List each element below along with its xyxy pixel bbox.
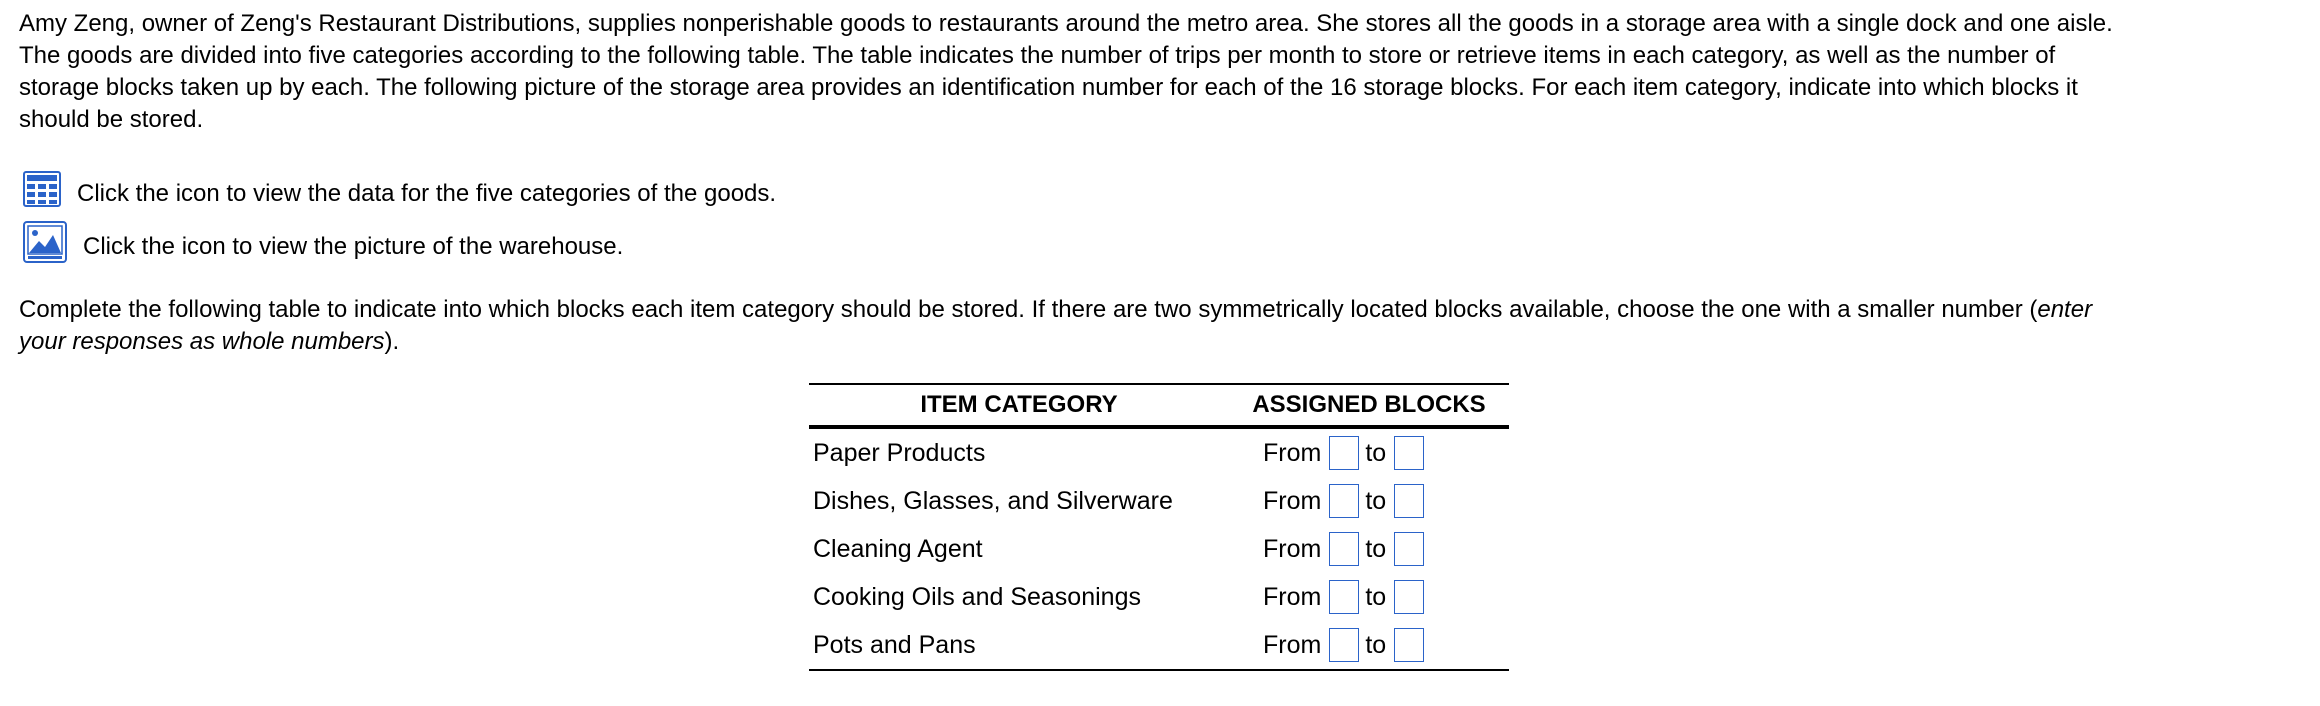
item-category-cell: Cooking Oils and Seasonings [813,582,1141,611]
block-range [1229,484,1509,518]
assignment-table [809,383,1509,671]
table-header-row [809,384,1509,427]
to-block-input[interactable] [1394,436,1424,470]
to-block-input[interactable] [1394,484,1424,518]
instructions [19,294,2309,358]
picture-icon[interactable] [23,221,67,272]
from-block-input[interactable] [1329,580,1359,614]
table-row [809,525,1509,573]
data-link-text: Click the icon to view the data for the five categories of the goods. [77,179,777,207]
intro-line-2: The goods are divided into five categories according to the following table. The table indicates the number of trips per month to store or retrieve items in each category, as well as the number of [19,42,2056,69]
instructions-line-2 [19,326,2309,358]
instructions-italic-1: enter [2037,296,2093,323]
data-link-row [23,171,776,216]
intro-line-1: Amy Zeng, owner of Zeng's Restaurant Distributions, supplies nonperishable goods to restaurants around the metro area. She stores all the goods in a storage area with a single dock and one aisle. [19,10,2113,37]
from-block-input[interactable] [1329,532,1359,566]
problem-statement [19,8,2309,136]
item-category-cell: Dishes, Glasses, and Silverware [813,486,1173,515]
assigned-blocks-cell [1229,621,1509,670]
to-label: to [1365,630,1387,659]
table-row [809,477,1509,525]
from-block-input[interactable] [1329,436,1359,470]
from-label: From [1263,630,1322,659]
picture-link-text: Click the icon to view the picture of the warehouse. [83,232,624,260]
table-grid-icon[interactable] [23,171,61,216]
block-range [1229,628,1509,662]
from-block-input[interactable] [1329,628,1359,662]
assigned-blocks-cell [1229,477,1509,525]
to-block-input[interactable] [1394,532,1424,566]
assigned-blocks-cell [1229,525,1509,573]
from-label: From [1263,582,1322,611]
item-category-cell: Pots and Pans [809,621,1229,670]
header-assigned-blocks: ASSIGNED BLOCKS [1229,384,1509,427]
intro-line-3: storage blocks taken up by each. The following picture of the storage area provides an identification number for each of the 16 storage blocks. For each item category, indicate into which blocks it [19,74,2078,101]
to-block-input[interactable] [1394,628,1424,662]
to-label: to [1365,486,1387,515]
from-label: From [1263,438,1322,467]
block-range [1229,436,1509,470]
from-label: From [1263,486,1322,515]
to-label: to [1365,534,1387,563]
assigned-blocks-cell [1229,427,1509,477]
table-row [809,573,1509,621]
to-label: to [1365,582,1387,611]
table-row [809,621,1509,670]
to-block-input[interactable] [1394,580,1424,614]
from-label: From [1263,534,1322,563]
instructions-line-1 [19,294,2309,326]
item-category-cell: Paper Products [813,438,986,467]
instructions-text-1: Complete the following table to indicate into which blocks each item category should be stored. If there are two symmetrically located blocks available, choose the one with a smaller number ( [19,296,2038,323]
assigned-blocks-cell [1229,573,1509,621]
header-item-category: ITEM CATEGORY [809,384,1229,427]
block-range [1229,532,1509,566]
block-range [1229,580,1509,614]
item-category-cell: Cleaning Agent [813,534,983,563]
from-block-input[interactable] [1329,484,1359,518]
table-row [809,427,1509,477]
instructions-text-2: ). [384,328,400,355]
instructions-italic-2: your responses as whole numbers [19,328,385,355]
intro-line-4: should be stored. [19,106,204,133]
picture-link-row [23,221,623,272]
to-label: to [1365,438,1387,467]
